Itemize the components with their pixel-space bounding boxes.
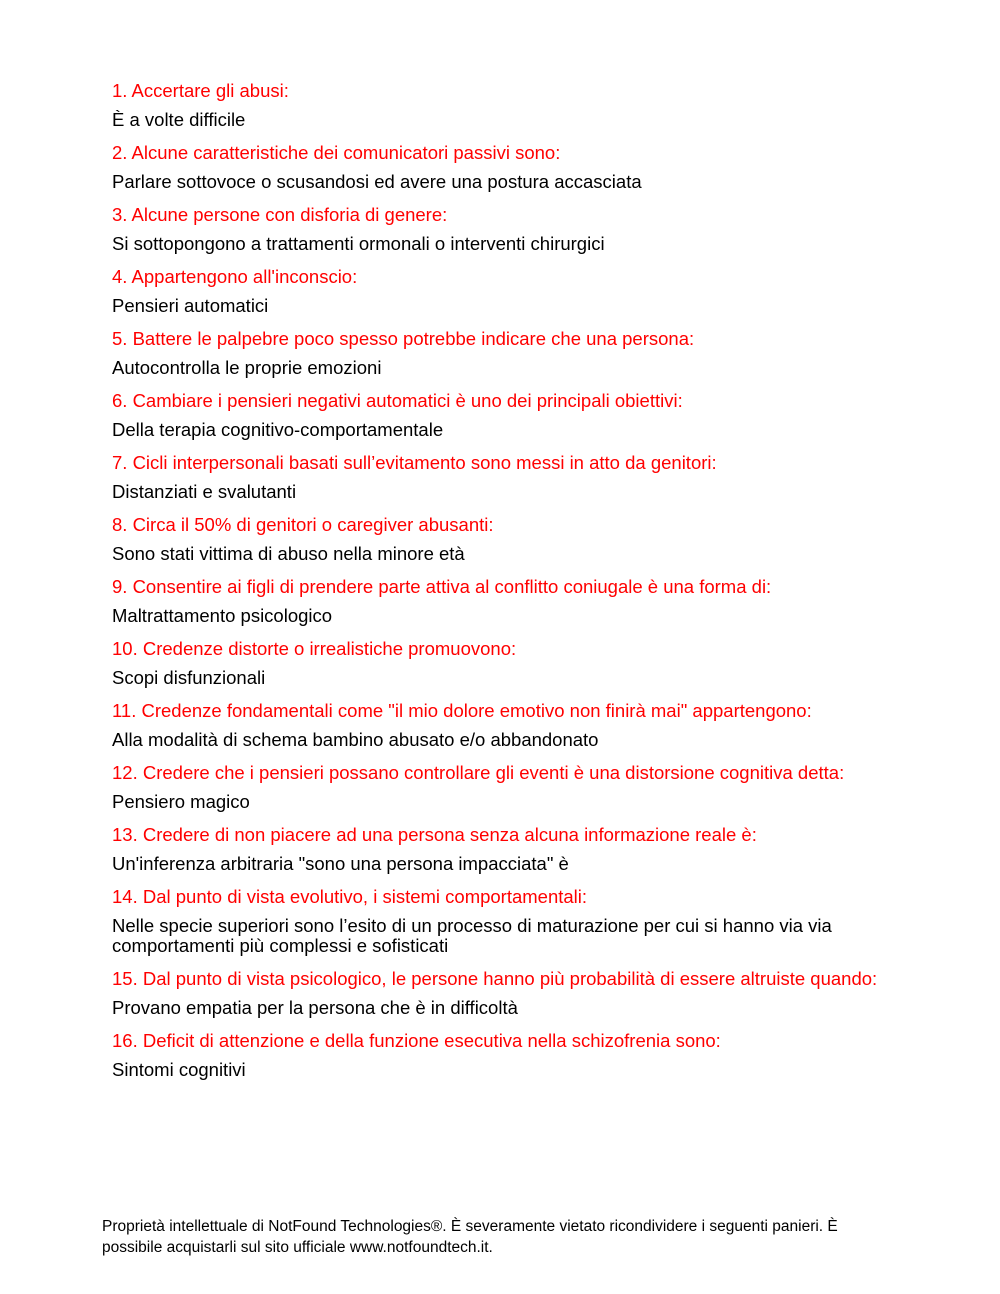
- answer-text: Si sottopongono a trattamenti ormonali o interventi chirurgici: [112, 233, 605, 254]
- question-text: 16. Deficit di attenzione e della funzione esecutiva nella schizofrenia sono:: [112, 1030, 721, 1051]
- answer-text: Nelle specie superiori sono l’esito di un processo di maturazione per cui si hanno via via comportamenti più complessi e sofisticati: [112, 915, 832, 956]
- qa-item-16: [112, 1031, 912, 1080]
- qa-item-10: [112, 639, 912, 688]
- answer-text: Autocontrolla le proprie emozioni: [112, 357, 382, 378]
- qa-item-9: [112, 577, 912, 626]
- qa-item-13: [112, 825, 912, 874]
- qa-item-7: [112, 453, 912, 502]
- question-text: 2. Alcune caratteristiche dei comunicatori passivi sono:: [112, 142, 561, 163]
- question-text: 7. Cicli interpersonali basati sull’evitamento sono messi in atto da genitori:: [112, 452, 717, 473]
- question-text: 14. Dal punto di vista evolutivo, i sistemi comportamentali:: [112, 886, 588, 907]
- qa-item-15: [112, 969, 912, 1018]
- answer-text: Maltrattamento psicologico: [112, 605, 333, 626]
- question-text: 12. Credere che i pensieri possano controllare gli eventi è una distorsione cognitiva detta:: [112, 762, 845, 783]
- copyright-footer: [102, 1216, 902, 1258]
- answer-text: Un'inferenza arbitraria "sono una persona impacciata" è: [112, 853, 569, 874]
- qa-item-11: [112, 701, 912, 750]
- question-text: 4. Appartengono all'inconscio:: [112, 266, 358, 287]
- qa-item-8: [112, 515, 912, 564]
- answer-text: Alla modalità di schema bambino abusato e/o abbandonato: [112, 729, 599, 750]
- qa-item-12: [112, 763, 912, 812]
- answer-text: Distanziati e svalutanti: [112, 481, 297, 502]
- qa-item-4: [112, 267, 912, 316]
- answer-text: Sintomi cognitivi: [112, 1059, 246, 1080]
- question-text: 5. Battere le palpebre poco spesso potrebbe indicare che una persona:: [112, 328, 695, 349]
- question-text: 9. Consentire ai figli di prendere parte attiva al conflitto coniugale è una forma di:: [112, 576, 772, 597]
- footer-line-2: possibile acquistarli sul sito ufficiale www.notfoundtech.it.: [102, 1239, 493, 1256]
- question-text: 8. Circa il 50% di genitori o caregiver abusanti:: [112, 514, 494, 535]
- question-text: 11. Credenze fondamentali come "il mio dolore emotivo non finirà mai" appartengono:: [112, 700, 812, 721]
- qa-item-14: [112, 887, 912, 956]
- answer-text: È a volte difficile: [112, 109, 246, 130]
- question-text: 6. Cambiare i pensieri negativi automatici è uno dei principali obiettivi:: [112, 390, 683, 411]
- qa-item-1: [112, 81, 912, 130]
- answer-text: Provano empatia per la persona che è in difficoltà: [112, 997, 518, 1018]
- answer-text: Scopi disfunzionali: [112, 667, 266, 688]
- qa-item-3: [112, 205, 912, 254]
- answer-text: Pensiero magico: [112, 791, 250, 812]
- question-text: 13. Credere di non piacere ad una persona senza alcuna informazione reale è:: [112, 824, 757, 845]
- answer-text: Sono stati vittima di abuso nella minore età: [112, 543, 465, 564]
- question-text: 3. Alcune persone con disforia di genere:: [112, 204, 448, 225]
- qa-item-6: [112, 391, 912, 440]
- question-text: 10. Credenze distorte o irrealistiche promuovono:: [112, 638, 517, 659]
- question-text: 1. Accertare gli abusi:: [112, 80, 289, 101]
- question-text: 15. Dal punto di vista psicologico, le persone hanno più probabilità di essere altruiste quando:: [112, 968, 878, 989]
- answer-text: Pensieri automatici: [112, 295, 269, 316]
- qa-item-2: [112, 143, 912, 192]
- answer-text: Della terapia cognitivo-comportamentale: [112, 419, 444, 440]
- qa-item-5: [112, 329, 912, 378]
- question-list: [112, 81, 912, 1093]
- answer-text: Parlare sottovoce o scusandosi ed avere una postura accasciata: [112, 171, 642, 192]
- footer-line-1: Proprietà intellettuale di NotFound Technologies®. È severamente vietato ricondividere i seguenti panieri. È: [102, 1218, 838, 1235]
